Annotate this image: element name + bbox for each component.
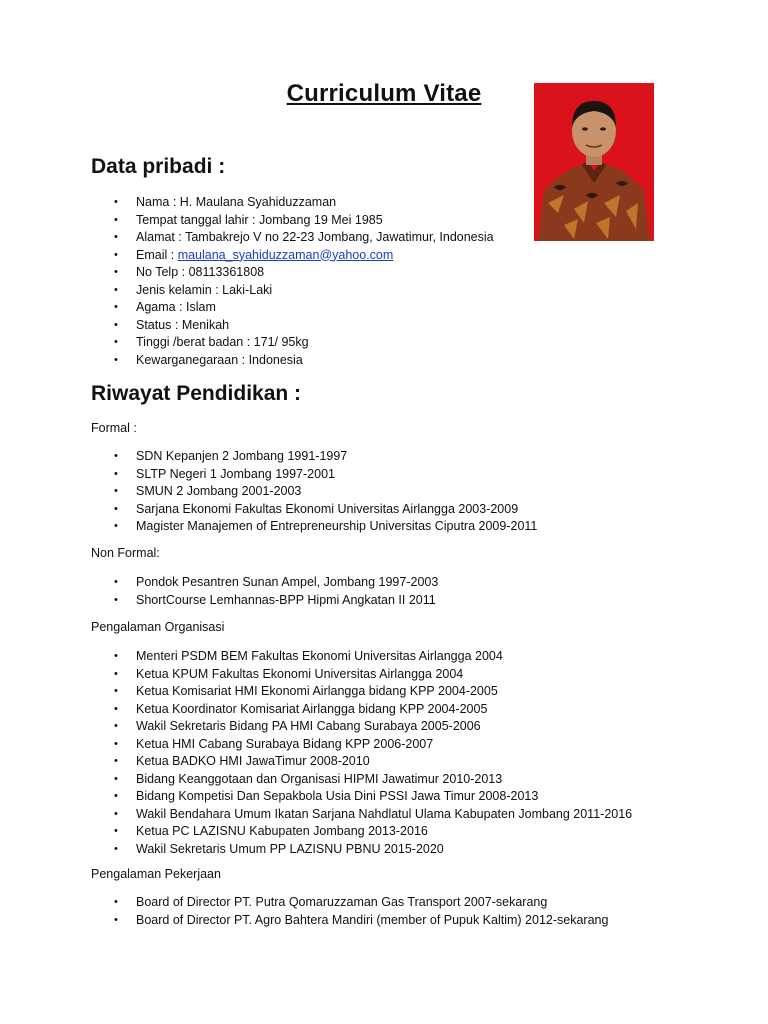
bullet-icon: • (114, 502, 118, 515)
list-item (91, 501, 537, 519)
bullet-icon: • (114, 650, 118, 662)
list-item (91, 806, 632, 824)
document-title: Curriculum Vitae (286, 80, 482, 107)
list-item (91, 736, 632, 754)
item-text: Tempat tanggal lahir : Jombang 19 Mei 1985 (136, 212, 383, 227)
bullet-icon: • (114, 196, 118, 208)
bullet-icon: • (114, 213, 118, 226)
bullet-icon: • (114, 720, 118, 732)
item-text: Jenis kelamin : Laki-Laki (136, 282, 273, 297)
item-text: Board of Director PT. Putra Qomaruzzaman Gas Transport 2007-sekarang (136, 895, 548, 909)
bullet-icon: • (114, 593, 118, 606)
list-item (91, 466, 537, 484)
bullet-icon: • (114, 283, 118, 296)
item-text: Magister Manajemen of Entrepreneurship Universitas Ciputra 2009-2011 (136, 519, 538, 533)
item-text: Wakil Sekretaris Bidang PA HMI Cabang Surabaya 2005-2006 (136, 719, 481, 733)
list-item (91, 841, 632, 859)
email-link[interactable]: maulana_syahiduzzaman@yahoo.com (177, 247, 394, 262)
label-pengalaman-organisasi: Pengalaman Organisasi (91, 620, 225, 634)
list-item (91, 194, 494, 212)
list-item (91, 771, 632, 789)
item-text: Ketua PC LAZISNU Kabupaten Jombang 2013-2016 (136, 824, 428, 838)
item-text: Menteri PSDM BEM Fakultas Ekonomi Universitas Airlangga 2004 (136, 649, 503, 663)
list-item (91, 683, 632, 701)
item-text: Agama : Islam (136, 300, 216, 314)
bullet-icon: • (114, 336, 118, 348)
personal-data-list (91, 194, 494, 369)
bullet-icon: • (114, 825, 118, 837)
heading-data-pribadi: Data pribadi : (91, 155, 226, 178)
item-text: Status : Menikah (136, 317, 230, 332)
bullet-icon: • (114, 266, 118, 278)
item-text: Ketua HMI Cabang Surabaya Bidang KPP 2006-2007 (136, 736, 434, 751)
item-text: SMUN 2 Jombang 2001-2003 (136, 484, 302, 498)
list-item (91, 648, 632, 666)
item-text: Board of Director PT. Agro Bahtera Mandiri (member of Pupuk Kaltim) 2012-sekarang (136, 912, 609, 927)
bullet-icon: • (114, 685, 118, 697)
bullet-icon: • (114, 772, 118, 785)
bullet-icon: • (114, 913, 118, 926)
list-item (91, 212, 494, 230)
item-text: Pondok Pesantren Sunan Ampel, Jombang 1997-2003 (136, 575, 439, 589)
list-item (91, 483, 537, 501)
portrait-photo-icon (534, 83, 654, 241)
bullet-icon: • (114, 450, 118, 462)
item-text: Alamat : Tambakrejo V no 22-23 Jombang, Jawatimur, Indonesia (136, 230, 494, 244)
item-text: Wakil Sekretaris Umum PP LAZISNU PBNU 2015-2020 (136, 841, 444, 856)
bullet-icon: • (114, 301, 118, 313)
list-item (91, 718, 632, 736)
bullet-icon: • (114, 520, 118, 532)
bullet-icon: • (114, 318, 118, 331)
list-item (91, 592, 438, 610)
organization-experience-list (91, 648, 632, 858)
item-text: Email : (136, 247, 178, 262)
list-item (91, 317, 494, 335)
bullet-icon: • (114, 485, 118, 497)
list-item (91, 518, 537, 536)
list-item (91, 894, 608, 912)
bullet-icon: • (114, 842, 118, 855)
list-item (91, 264, 494, 282)
list-item (91, 299, 494, 317)
list-item (91, 666, 632, 684)
item-text: Sarjana Ekonomi Fakultas Ekonomi Universitas Airlangga 2003-2009 (136, 501, 519, 516)
bullet-icon: • (114, 467, 118, 480)
item-text: Ketua BADKO HMI JawaTimur 2008-2010 (136, 754, 370, 768)
label-pengalaman-pekerjaan: Pengalaman Pekerjaan (91, 867, 221, 881)
item-text: SLTP Negeri 1 Jombang 1997-2001 (136, 466, 335, 481)
bullet-icon: • (114, 667, 118, 680)
profile-photo (534, 83, 654, 241)
list-item (91, 282, 494, 300)
heading-riwayat-pendidikan: Riwayat Pendidikan : (91, 382, 302, 405)
bullet-icon: • (114, 896, 118, 908)
label-formal: Formal : (91, 421, 137, 435)
item-text: Bidang Keanggotaan dan Organisasi HIPMI Jawatimur 2010-2013 (136, 771, 503, 786)
bullet-icon: • (114, 755, 118, 767)
bullet-icon: • (114, 790, 118, 802)
item-text: No Telp : 08113361808 (136, 265, 265, 279)
item-text: Ketua Koordinator Komisariat Airlangga bidang KPP 2004-2005 (136, 701, 488, 716)
list-item (91, 788, 632, 806)
formal-education-list (91, 448, 537, 536)
bullet-icon: • (114, 807, 118, 820)
list-item (91, 247, 494, 265)
label-non-formal: Non Formal: (91, 546, 160, 560)
bullet-icon: • (114, 576, 118, 588)
bullet-icon: • (114, 702, 118, 715)
list-item (91, 912, 608, 930)
list-item (91, 334, 494, 352)
item-text: Nama : H. Maulana Syahiduzzaman (136, 195, 337, 209)
item-text: Bidang Kompetisi Dan Sepakbola Usia Dini PSSI Jawa Timur 2008-2013 (136, 789, 539, 803)
list-item (91, 701, 632, 719)
list-item (91, 753, 632, 771)
item-text: SDN Kepanjen 2 Jombang 1991-1997 (136, 449, 348, 463)
list-item (91, 229, 494, 247)
bullet-icon: • (114, 248, 118, 261)
item-text: ShortCourse Lemhannas-BPP Hipmi Angkatan II 2011 (136, 592, 436, 607)
item-text: Ketua Komisariat HMI Ekonomi Airlangga bidang KPP 2004-2005 (136, 684, 498, 698)
list-item (91, 574, 438, 592)
list-item (91, 352, 494, 370)
bullet-icon: • (114, 353, 118, 366)
item-text: Tinggi /berat badan : 171/ 95kg (136, 335, 309, 349)
work-experience-list (91, 894, 608, 929)
item-text: Ketua KPUM Fakultas Ekonomi Universitas Airlangga 2004 (136, 666, 464, 681)
item-text: Kewarganegaraan : Indonesia (136, 352, 303, 367)
bullet-icon: • (114, 231, 118, 243)
item-text: Wakil Bendahara Umum Ikatan Sarjana Nahdlatul Ulama Kabupaten Jombang 2011-2016 (136, 806, 633, 821)
list-item (91, 448, 537, 466)
bullet-icon: • (114, 737, 118, 750)
list-item (91, 823, 632, 841)
non-formal-education-list (91, 574, 438, 609)
